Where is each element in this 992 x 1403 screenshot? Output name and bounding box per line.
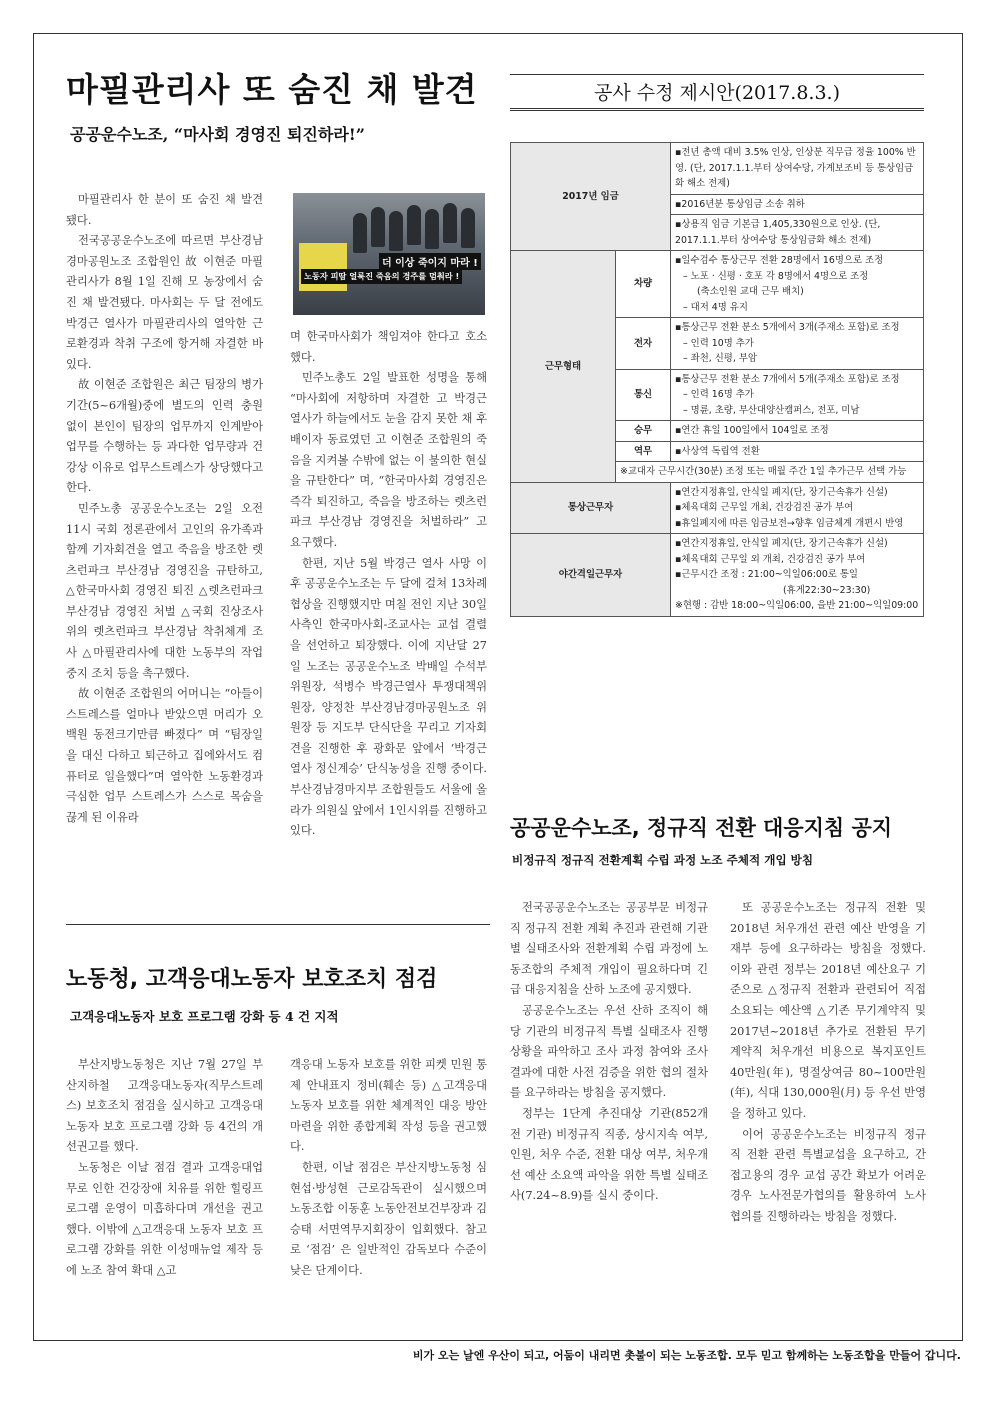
paragraph: 공공운수노조는 우선 산하 조직이 해당 기관의 비정규직 특별 실태조사 진행 상황을 파악하고 조사 과정 참여와 조사 결과에 대한 사전 검증을 위한 협의 절차를 요구하라는 방침을 공지했다.	[510, 1003, 708, 1100]
paragraph: 민주노총도 2일 발표한 성명을 통해 “마사회에 저항하며 자결한 고 박경근 열사가 하늘에서도 눈을 감지 못한 채 후배이자 동료였던 고 이현준 조합원의 죽음을 지켜볼 수밖에 없는 이 불의한 현실을 규탄한다” 며, “한국마사회 경영진은 즉각 퇴진하고, 죽음을 방조하는 렛츠런파크 부산경남 경영진을 처벌하라” 고 요구했다.	[290, 371, 487, 549]
detail-line: ▪통상근무 전환 분소 5개에서 3개(주재소 포함)로 조정	[675, 322, 900, 333]
detail-line: ▪체육대회 근무일 개최, 건강검진 공가 부여	[675, 502, 854, 513]
paragraph: 노동청은 이날 점검 결과 고객응대업무로 인한 건강장애 치유를 위한 힐링프로그램 운영이 미흡하다며 개선을 권고했다. 이밖에 △고객응대 노동자 보호 프로그램 강화를 위한 이성매뉴얼 제작 등에 노조 참여 확대 △고	[66, 1160, 263, 1277]
wage-label: 2017년 임금	[511, 143, 671, 251]
paragraph: 민주노총 공공운수노조는 2일 오전 11시 국회 정론관에서 고인의 유가족과 함께 기자회견을 열고 죽음을 방조한 렛츠런파크 부산경남 경영진을 규탄하고, △한국마사회 경영진 퇴진 △렛츠런파크 부산경남 경영진 처벌 △국회 진상조사위의 렛츠런파크 부산경남 착취체계 조사 △마필관리사에 대한 노동부의 작업중지 조치 등을 촉구했다.	[66, 501, 263, 680]
article3-column-2	[730, 898, 926, 1228]
work-row-name: 차량	[616, 251, 671, 318]
paragraph: 부산지방노동청은 지난 7월 27일 부산지하철 고객응대노동자(직무스트레스) 보호조치 점검을 실시하고 고객응대노동자 보호 프로그램 강화 등 4건의 개선권고를 했다.	[66, 1058, 263, 1154]
photo-banner-1: 더 이상 죽이지 마라 !	[379, 253, 481, 270]
article2-subtitle: 고객응대노동자 보호 프로그램 강화 등 4 건 지적	[70, 1009, 339, 1024]
footer-slogan: 비가 오는 날엔 우산이 되고, 어둠이 내리면 촛불이 되는 노동조합. 모두 믿고 함께하는 노동조합을 만들어 갑니다.	[412, 1349, 961, 1362]
night-items	[671, 534, 924, 617]
detail-line: – 인력 10명 추가	[683, 337, 754, 349]
paragraph: 전국공공운수노조는 공공부문 비정규직 정규직 전환 계획 추진과 관련해 기관별 실태조사와 전환계획 수립 과정에 노동조합의 주체적 개입이 필요하다며 긴급 대응지침을 산하 노조에 공지했다.	[510, 901, 708, 997]
detail-line: ▪일수검수 통상근무 전환 28명에서 16명으로 조정	[675, 255, 884, 266]
night-label: 야간격일근무자	[511, 534, 671, 617]
article3-column-1	[510, 898, 708, 1207]
work-row-name: 승무	[616, 421, 671, 442]
article2-column-1	[66, 1055, 263, 1282]
wage-item: ▪상용직 임금 기본급 1,405,330원으로 인상. (단, 2017.1.1.부터 상여수당 통상임금화 해소 전제)	[671, 215, 924, 251]
work-row-detail	[671, 318, 924, 370]
article1-subtitle: 공공운수노조, “마사회 경영진 퇴진하라!”	[70, 125, 366, 144]
work-row-detail: ▪사상역 독립역 전환	[671, 441, 924, 462]
paragraph: 이어 공공운수노조는 비정규직 정규직 전환 관련 특별교섭을 요구하고, 간접고용의 경우 교섭 공간 확보가 어려운 경우 노사전문가협의를 활용하여 노사협의를 진행하라는 방침을 정했다.	[730, 1127, 926, 1223]
paragraph: 마필관리사 한 분이 또 숨진 채 발견됐다.	[66, 193, 263, 227]
detail-line: ▪통상근무 전환 분소 7개에서 5개(주재소 포함)로 조정	[675, 373, 900, 385]
detail-line: (축소인원 교대 근무 배치)	[697, 286, 804, 297]
work-row-detail: ▪연간 휴일 100일에서 104일로 조정	[671, 421, 924, 442]
proposal-table	[510, 142, 924, 617]
proposal-rule-bottom	[510, 108, 924, 111]
detail-line: – 노포 · 신평 · 호포 각 8명에서 4명으로 조정	[683, 270, 869, 282]
regular-items	[671, 482, 924, 534]
divider	[66, 924, 490, 925]
paragraph: 또 공공운수노조는 정규직 전환 및 2018년 처우개선 관련 예산 반영을 기재부 등에 요구하라는 방침을 정했다. 이와 관련 정부는 2018년 예산요구 기준으로 △정규직 전환과 관련되어 직접 소요되는 예산액 △기존 무기계약직 및 2017년~2018년 추가로 전환된 무기계약직 처우개선 비용으로 복지포인트 40만원(年), 명절상여금 80~100만원(年), 식대 130,000원(月) 등 우선 반영을 정하고 있다.	[730, 901, 926, 1120]
work-note: ※교대자 근무시간(30분) 조정 또는 매월 주간 1일 추가근무 선택 가능	[616, 462, 924, 483]
proposal-rule-top	[510, 74, 924, 75]
proposal-title: 공사 수정 제시안(2017.8.3.)	[593, 82, 841, 104]
paragraph: 한편, 지난 5월 박경근 열사 사망 이후 공공운수노조는 두 달에 걸쳐 13차례 협상을 진행했지만 며칠 전인 지난 30일 사측인 한국마사회-조교사는 교섭 결렬을 선언하고 퇴장했다. 이에 지난달 27일 노조는 공공운수노조 박배일 수석부위원장, 석병수 박경근열사 투쟁대책위원장, 양정찬 부산경남경마공원노조 위원장 등 지도부 단식단을 꾸리고 기자회견을 진행한 후 광화문 앞에서 ‘박경근 열사 정신계승’ 단식농성을 진행 중이다. 부산경남경마지부 조합원들도 서울에 올라가 의원실 앞에서 1인시위를 진행하고 있다.	[290, 556, 487, 838]
article1-column-2	[290, 327, 487, 842]
paragraph: 한편, 이날 점검은 부산지방노동청 심현섭·방성현 근로감독관이 실시했으며 노동조합 이동훈 노동안전보건부장과 김승태 서면역무지회장이 입회했다. 참고로 ‘점검’ 은 일반적인 감독보다 수준이 낮은 단계이다.	[290, 1160, 487, 1277]
detail-line: – 명륜, 초량, 부산대양산캠퍼스, 전포, 미남	[683, 404, 860, 416]
work-row-detail	[671, 251, 924, 318]
detail-line: (휴게22:30~23:30)	[783, 584, 871, 596]
work-row-detail	[671, 369, 924, 421]
paragraph: 정부는 1단계 추진대상 기관(852개 전 기관) 비정규직 직종, 상시지속 여부, 인원, 처우 수준, 전환 대상 여부, 처우개선 예산 소요액 파악을 위한 특별 실태조사(7.24~8.9)를 실시 중이다.	[510, 1106, 708, 1203]
photo-banner-2: 노동자 피땀 얼룩진 죽음의 경주를 멈춰라 !	[301, 269, 462, 284]
detail-line: – 인력 16명 추가	[683, 389, 754, 400]
work-row-name: 역무	[616, 441, 671, 462]
detail-line: ▪체육대회 근무일 외 개최, 건강검진 공가 부여	[675, 553, 866, 565]
work-row-name: 통신	[616, 369, 671, 421]
work-row-name: 전자	[616, 318, 671, 370]
article3-title: 공공운수노조, 정규직 전환 대응지침 공지	[510, 816, 893, 840]
article3-subtitle: 비정규직 정규직 전환계획 수립 과정 노조 주체적 개입 방침	[512, 853, 814, 867]
regular-label: 통상근무자	[511, 482, 671, 534]
detail-line: ▪휴일폐지에 따른 임금보전→향후 임금체계 개편시 반영	[675, 517, 904, 529]
detail-line: ▪연간지정휴일, 안식일 폐지(단, 장기근속휴가 신설)	[675, 538, 888, 549]
detail-line: – 대저 4명 유지	[683, 301, 748, 313]
article2-title: 노동청, 고객응대노동자 보호조치 점검	[66, 967, 438, 992]
wage-item: ▪2016년분 통상임금 소송 취하	[671, 194, 924, 215]
detail-line: – 좌천, 신평, 부암	[683, 353, 757, 364]
detail-line: ※현행 : 감반 18:00~익일06:00, 을반 21:00~익일09:00	[675, 600, 919, 611]
detail-line: ▪연간지정휴일, 안식일 폐지(단, 장기근속휴가 신설)	[675, 486, 888, 498]
paragraph: 故 이현준 조합원은 최근 팀장의 병가기간(5~6개월)중에 별도의 인력 충원 없이 본인이 팀장의 업무까지 인계받아 업무를 수행하는 등 과다한 업무량과 건강상 이유로 업무스트레스가 상당했다고 한다.	[66, 378, 263, 495]
paragraph: 객응대 노동자 보호를 위한 피켓 민원 통제 안내표지 정비(훼손 등) △고객응대 노동자 보호를 위한 체계적인 대응 방안 마련을 위한 종합계획 작성 등을 권고했다.	[290, 1058, 487, 1154]
article1-column-1	[66, 190, 263, 828]
paragraph: 전국공공운수노조에 따르면 부산경남경마공원노조 조합원인 故 이현준 마필관리사가 8월 1일 진해 모 농장에서 숨진 채 발견됐다. 마사회는 두 달 전에도 박경근 열사가 마필관리사의 열악한 근로환경과 착취 구조에 항거해 자결한 바 있다.	[66, 234, 263, 371]
detail-line: ▪근무시간 조정 : 21:00~익일06:00로 통일	[675, 569, 858, 580]
paragraph: 故 이현준 조합원의 어머니는 “아들이 스트레스를 얼마나 받았으면 머리가 오백원 동전크기만큼 빠졌다” 며 “팀장일을 대신 다하고 퇴근하고 집에와서도 컴퓨터로 일을했다”며 열악한 노동환경과 극심한 업무 스트레스가 스스로 목숨을 끊게 된 이유라	[66, 687, 263, 824]
work-label: 근무형태	[511, 251, 616, 483]
paragraph: 며 한국마사회가 책임져야 한다고 호소했다.	[290, 330, 487, 364]
article1-title: 마필관리사 또 숨진 채 발견	[66, 70, 478, 109]
press-conference-photo	[293, 193, 485, 315]
wage-item: ▪전년 총액 대비 3.5% 인상, 인상분 직무급 정율 100% 반영. (단, 2017.1.1.부터 상여수당, 가계보조비 등 통상임금화 해소 전제)	[671, 143, 924, 195]
article2-column-2	[290, 1055, 487, 1282]
